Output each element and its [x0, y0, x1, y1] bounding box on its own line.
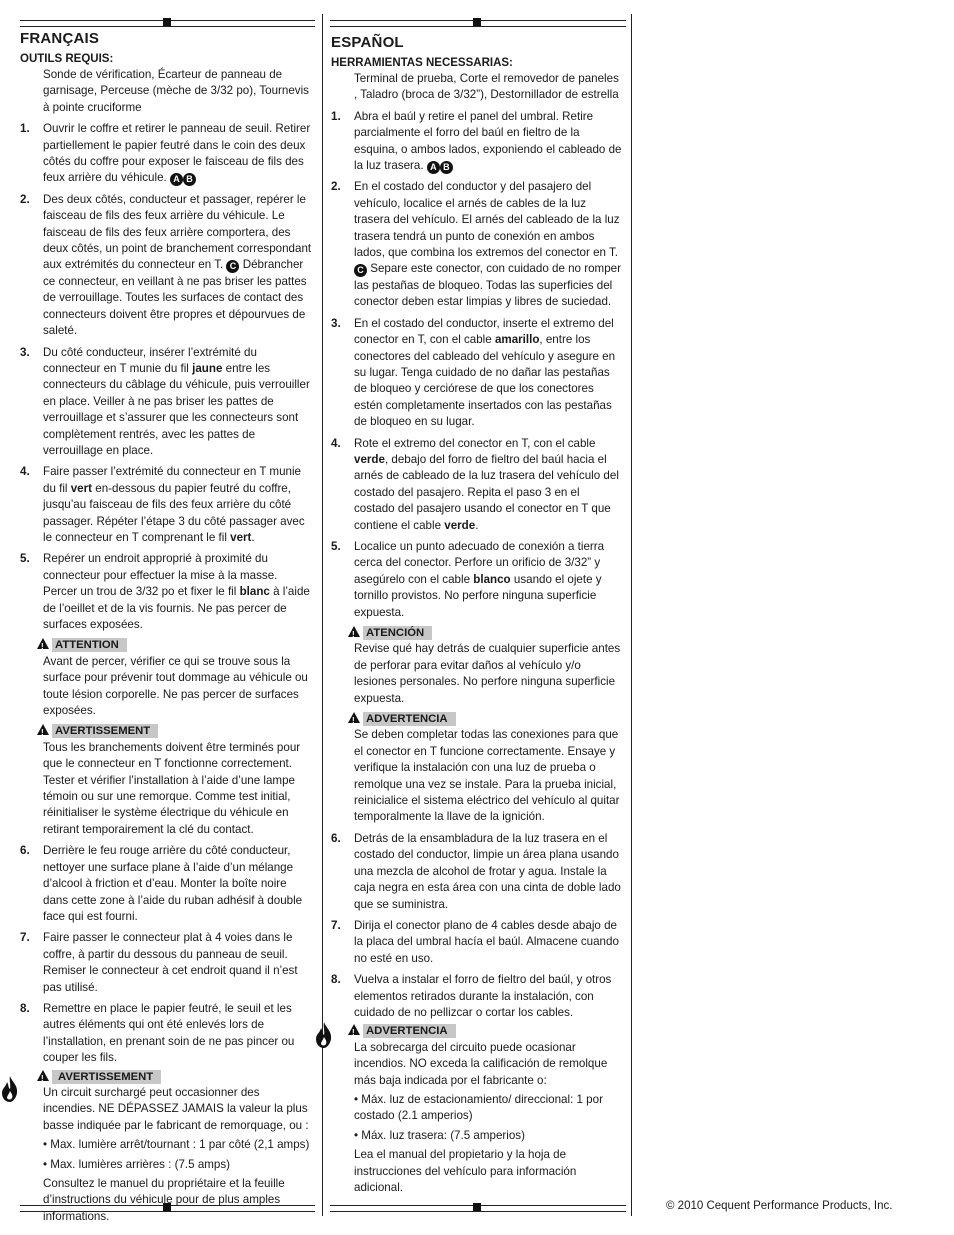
step-3: 3. En el costado del conductor, inserte el extremo del conector en T, con el cable amarillo, entre los conectores del cableado del vehículo y asegure en su lugar. Tenga cuidado de no dañar las pestañas de bloqueo y cerciórese de que los conectores estén completamente insertados con las pestañas de bloqueo en su lugar.	[331, 316, 616, 429]
fire-warning-label: AVERTISSEMENT	[52, 1070, 161, 1084]
step-5: 5. Localice un punto adecuado de conexión a tierra cerca del conector. Perfore un orificio de 3/32” y asegúrelo con el cable blanco usando el ojete y tornillo provistos. No perfore ninguna superficie expuesta.	[331, 539, 605, 619]
attention-label: ATTENTION	[52, 638, 127, 652]
advertencia-block: !ADVERTENCIA Se deben completar todas las conexiones para que el conector en T funcione correctamente. Ensaye y verifique la instalación con una luz de prueba o remolque una vez se instale. Para la prueba inicial, reinicialice el sistema eléctrico del vehículo al quitar temporalmente la llave de la ignición.	[331, 711, 623, 826]
fire-icon	[0, 1075, 20, 1103]
avertissement-label: AVERTISSEMENT	[52, 724, 158, 738]
right-border	[631, 14, 632, 1216]
step-2: 2. En el costado del conductor y del pasajero del vehículo, localice el arnés de cables de la luz trasera del vehículo. El arnés del cableado de la luz trasera tendrá un punto de conexión en ambos lados, que combina los extremos del conector en T. C Separe este conector, con cuidado de no romper las pestañas de bloqueo. Todas las superficies del conector deben estar limpias y libres de suciedad.	[331, 180, 621, 309]
fire-warning-block: !AVERTISSEMENT Un circuit surchargé peut occasionner des incendies. NE DÉPASSEZ JAMAIS la valeur la plus basse indiquée par le fabricant de remorquage, ou : • Max. lumière arrêt/tournant : 1 par côté (2,1 amps) • Max. lumières arrières : (7.5 amps) Consultez le manuel du propriétaire et la feuille d’instructions du véhicule pour de plus amples informations.	[20, 1069, 312, 1226]
step-5: 5. Repérer un endroit approprié à proximité du connecteur pour effectuer la mise à la masse. Percer un trou de 3/32 po et fixer le fil blanc à l’aide de l’oeillet et de la vis fournis. Ne pas percer de surfaces exposées.	[20, 552, 310, 631]
warning-triangle-icon	[348, 712, 360, 723]
step-2: 2. Des deux côtés, conducteur et passager, repérer le faisceau de fils des feux arrière du véhicule. Le faisceau de fils des feux arrière comportera, des deux côtés, un point de branchement correspondant aux extrémités du connecteur en T. C Débrancher ce connecteur, en veillant à ne pas briser les pattes de verrouillage. Toutes les surfaces de contact des connecteurs doivent être propres et dépourvues de saleté.	[20, 192, 312, 338]
tools-label: OUTILS REQUIS:	[20, 53, 114, 65]
atencion-label: ATENCIÓN	[363, 626, 432, 640]
marker-b-icon: B	[440, 161, 453, 174]
step-4: 4. Faire passer l’extrémité du connecteur en T munie du fil vert en-dessous du papier feutré du coffre, jusqu’au faisceau de fils des feux arrière du côté passager. Répéter l’étape 3 du côté passager avec le connecteur en T comprenant le fil vert.	[20, 465, 305, 544]
step-6: 6. Derrière le feu rouge arrière du côté conducteur, nettoyer une surface plane à l’aide d’un mélange d’alcool à friction et d’eau. Monter la boîte noire dans cette zone à l’aide du ruban adhésif à double face qui est fourni.	[20, 844, 303, 923]
advertencia-label: ADVERTENCIA	[363, 712, 456, 726]
step-7: 7. Dirija el conector plano de 4 cables desde abajo de la placa del umbral hacía el baúl. Almacene cuando no esté en uso.	[331, 918, 619, 965]
step-4: 4. Rote el extremo del conector en T, con el cable verde, debajo del forro de fieltro del baúl hacia el arnés de cableado de la luz trasera del vehículo del costado del pasajero. Repita el paso 3 en el costado del pasajero usando el conector en T que contiene el cable verde.	[331, 436, 619, 532]
fire-warning-block: !ADVERTENCIA La sobrecarga del circuito puede ocasionar incendios. NO exceda la calificación de remolque más baja indicada por el fabricante o: • Máx. luz de estacionamiento/ direccional: 1 por costado (2.1 amperios) • Máx. luz trasera: (7.5 amperios) Lea el manual del propietario y la hoja de instrucciones del vehículo para información adicional.	[331, 1023, 623, 1196]
step-8: 8. Vuelva a instalar el forro de fieltro del baúl, y otros elementos retirados durante la instalación, con cuidado de no pellizcar o cortar los cables.	[331, 973, 612, 1019]
step-6: 6. Detrás de la ensambladura de la luz trasera en el costado del conductor, limpie un área plana usando una mezcla de alcohol de frotar y agua. Instale la caja negra en esta área con una cinta de doble lado que se suministra.	[331, 831, 621, 911]
atencion-block: !ATENCIÓN Revise qué hay detrás de cualquier superficie antes de perforar para evitar daños al vehículo y/o lesiones personales. No perfore ninguna superficie expuesta.	[331, 625, 623, 707]
warning-triangle-icon	[348, 626, 360, 637]
attention-block: !ATTENTION Avant de percer, vérifier ce qui se trouve sous la surface pour prévenir tout dommage au véhicule ou toute lésion corporelle. Ne pas percer de surfaces exposées.	[20, 637, 312, 719]
top-rule-right	[330, 20, 626, 27]
french-heading: FRANÇAIS	[20, 30, 100, 47]
step-7: 7. Faire passer le connecteur plat à 4 voies dans le coffre, à partir du dessous du panneau de seuil. Remiser le connecteur à cet endroit quand il n’est pas utilisé.	[20, 931, 298, 994]
step-1: 1. Ouvrir le coffre et retirer le panneau de seuil. Retirer partiellement le papier feutré dans le coin des deux côtés du coffre pour exposer le faisceau de fils des feux arrière du véhicule. A B	[20, 122, 311, 185]
french-column	[20, 30, 312, 1225]
marker-c-icon: C	[226, 260, 239, 273]
fire-warning-label: ADVERTENCIA	[363, 1024, 456, 1038]
bottom-rule-right	[330, 1205, 626, 1212]
step-3: 3. Du côté conducteur, insérer l’extrémité du connecteur en T munie du fil jaune entre les connecteurs du câblage du véhicule, puis verrouiller en place. Veiller à ne pas briser les pattes de verrouillage et s’assurer que les connecteurs sont complètement rentrés, avec les pattes de verrouillage en place.	[20, 345, 310, 457]
fire-icon	[314, 1021, 334, 1049]
step-1: 1. Abra el baúl y retire el panel del umbral. Retire parcialmente el forro del baúl en fieltro de la esquina, o ambos lados, exponiendo el cableado de la luz trasera. A B	[331, 109, 622, 173]
tools-text: Sonde de vérification, Écarteur de panneau de garnisage, Perceuse (mèche de 3/32 po), Tournevis à pointe cruciforme	[43, 68, 309, 114]
step-8: 8. Remettre en place le papier feutré, le seuil et les autres éléments qui ont été enlevés lors de l’installation, en prenant soin de ne pas pincer ou couper les fils.	[20, 1001, 295, 1065]
warning-triangle-icon	[37, 638, 49, 649]
tools-text: Terminal de prueba, Corte el removedor de paneles , Taladro (broca de 3/32”), Destornillador de estrella	[354, 72, 619, 102]
copyright-notice: © 2010 Cequent Performance Products, Inc.	[666, 1200, 893, 1212]
marker-c-icon: C	[354, 264, 367, 277]
warning-triangle-icon	[37, 724, 49, 735]
marker-b-icon: B	[183, 173, 196, 186]
top-rule-left	[20, 20, 315, 27]
warning-triangle-icon	[348, 1024, 360, 1035]
spanish-column	[331, 34, 623, 1196]
warning-triangle-icon	[37, 1070, 49, 1081]
avertissement-block: !AVERTISSEMENT Tous les branchements doivent être terminés pour que le connecteur en T fonctionne correctement. Tester et vérifier l’installation à l’aide d’une lampe témoin ou sur une remorque. Comme test initial, réinitialiser le système électrique du véhicule en retirant temporairement la clé du contact.	[20, 723, 312, 838]
spanish-heading: ESPAÑOL	[331, 34, 404, 51]
marker-a-icon: A	[427, 161, 440, 174]
tools-label: HERRAMIENTAS NECESSARIAS:	[331, 57, 513, 69]
marker-a-icon: A	[170, 173, 183, 186]
